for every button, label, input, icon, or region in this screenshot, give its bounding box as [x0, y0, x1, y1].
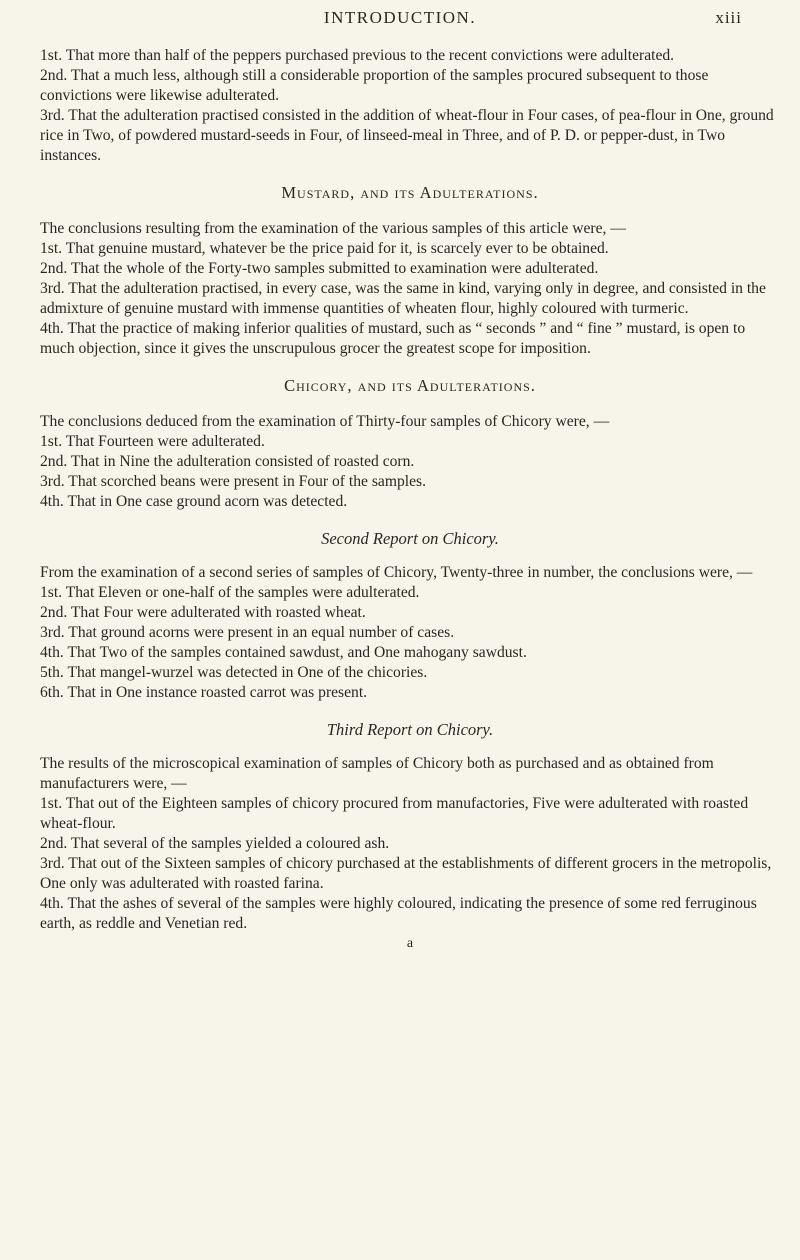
- third-report-item-3: 3rd. That out of the Sixteen samples of chicory purchased at the establishments of different grocers in the metropolis, One only was adulterated with roasted farina.: [40, 855, 772, 892]
- chicory-item-4: 4th. That in One case ground acorn was detected.: [40, 493, 348, 510]
- mustard-item-1: 1st. That genuine mustard, whatever be the price paid for it, is scarcely ever to be obtained.: [40, 240, 609, 257]
- body-text: [40, 46, 780, 954]
- second-report-intro: From the examination of a second series of samples of Chicory, Twenty-three in number, the conclusions were, —: [40, 564, 753, 581]
- second-report-item-6: 6th. That in One instance roasted carrot was present.: [40, 684, 368, 701]
- second-report-item-2: 2nd. That Four were adulterated with roasted wheat.: [40, 604, 366, 621]
- page-header: [0, 8, 800, 32]
- pepper-item-3: 3rd. That the adulteration practised consisted in the addition of wheat-flour in Four cases, of pea-flour in One, ground rice in Two, of powdered mustard-seeds in Four, of linseed-meal in Three, and of P. D. or pepper-dust, in Two instances.: [40, 107, 774, 164]
- page-number: xiii: [715, 8, 742, 27]
- second-report-item-5: 5th. That mangel-wurzel was detected in One of the chicories.: [40, 664, 428, 681]
- pepper-item-1: 1st. That more than half of the peppers purchased previous to the recent convictions were adulterated.: [40, 47, 675, 64]
- section-heading-chicory: Chicory, and its Adulterations.: [284, 376, 536, 395]
- chicory-item-3: 3rd. That scorched beans were present in Four of the samples.: [40, 473, 426, 490]
- mustard-item-3: 3rd. That the adulteration practised, in every case, was the same in kind, varying only in degree, and consisted in the admixture of genuine mustard with immense quantities of wheaten flour, highly coloured with turmeric.: [40, 280, 766, 317]
- signature-mark: a: [406, 936, 414, 951]
- mustard-intro: The conclusions resulting from the examination of the various samples of this article were, —: [40, 220, 626, 237]
- second-report-item-3: 3rd. That ground acorns were present in an equal number of cases.: [40, 624, 455, 641]
- chicory-intro: The conclusions deduced from the examination of Thirty-four samples of Chicory were, —: [40, 413, 610, 430]
- third-report-item-1: 1st. That out of the Eighteen samples of chicory procured from manufactories, Five were adulterated with roasted wheat-flour.: [40, 795, 749, 832]
- mustard-item-4: 4th. That the practice of making inferior qualities of mustard, such as “ seconds ” and “ fine ” mustard, is open to much objection, since it gives the unscrupulous grocer the greatest scope for imposition.: [40, 320, 746, 357]
- section-heading-second-report: Second Report on Chicory.: [321, 529, 499, 548]
- chicory-item-2: 2nd. That in Nine the adulteration consisted of roasted corn.: [40, 453, 415, 470]
- second-report-item-4: 4th. That Two of the samples contained sawdust, and One mahogany sawdust.: [40, 644, 527, 661]
- third-report-item-4: 4th. That the ashes of several of the samples were highly coloured, indicating the presence of some red ferruginous earth, as reddle and Venetian red.: [40, 895, 757, 932]
- section-heading-mustard: Mustard, and its Adulterations.: [281, 183, 539, 202]
- running-title: INTRODUCTION.: [323, 8, 477, 27]
- third-report-item-2: 2nd. That several of the samples yielded a coloured ash.: [40, 835, 390, 852]
- chicory-item-1: 1st. That Fourteen were adulterated.: [40, 433, 265, 450]
- mustard-item-2: 2nd. That the whole of the Forty-two samples submitted to examination were adulterated.: [40, 260, 599, 277]
- section-heading-third-report: Third Report on Chicory.: [326, 720, 494, 739]
- third-report-intro: The results of the microscopical examination of samples of Chicory both as purchased and as obtained from manufacturers were, —: [40, 755, 714, 792]
- second-report-item-1: 1st. That Eleven or one-half of the samples were adulterated.: [40, 584, 420, 601]
- pepper-item-2: 2nd. That a much less, although still a considerable proportion of the samples procured subsequent to those convictions were likewise adulterated.: [40, 67, 709, 104]
